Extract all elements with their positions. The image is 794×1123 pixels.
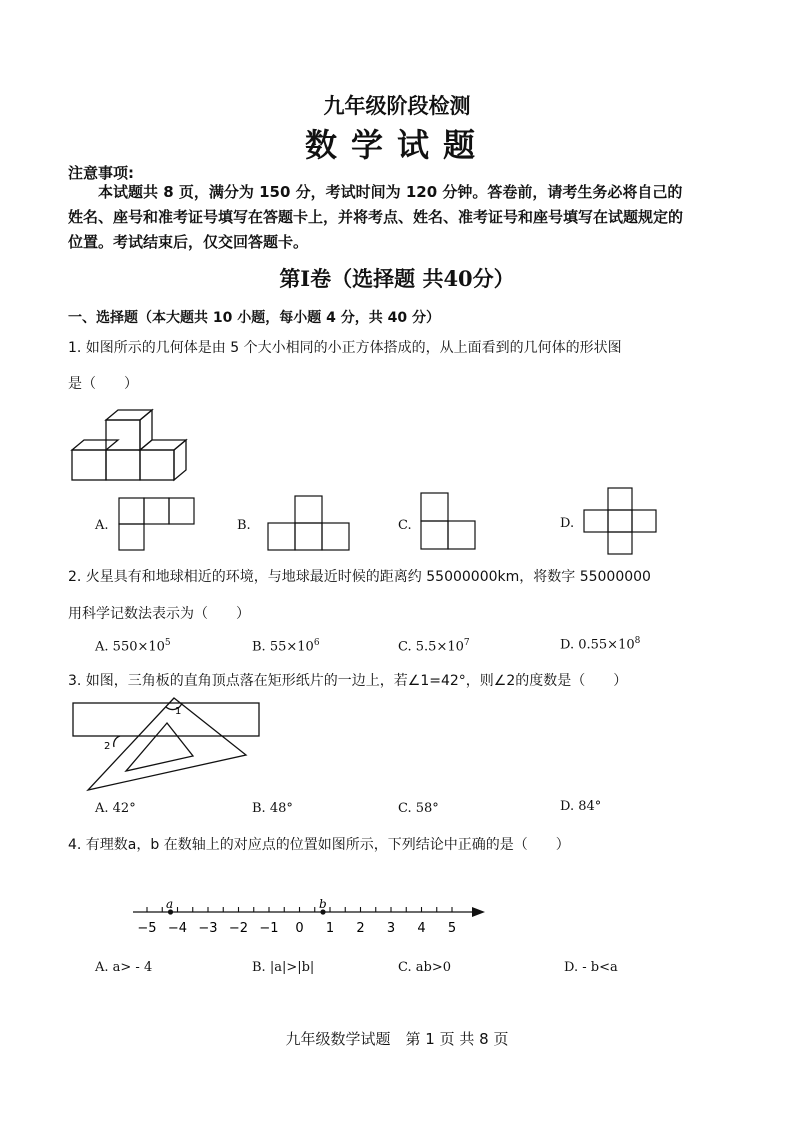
q2-option-b-base: 55×10 [269,639,314,655]
q2-option-c-exp: 7 [463,638,470,648]
number-line-tick-label: −5 [137,921,157,936]
number-line-tick-label: 5 [447,921,457,936]
q3-option-a[interactable]: A. 42° [95,801,136,816]
q1-option-b-label[interactable]: B. [237,518,251,533]
angle2-arc [114,736,120,747]
number-line-tick-label: 3 [386,921,396,936]
q2-option-d[interactable] [560,636,640,652]
q2-option-d-exp: 8 [634,636,641,646]
section-title: 一、选择题（本大题共 10 小题，每小题 4 分，共 40 分） [68,310,440,326]
exam-title: 数学试题 [304,126,489,164]
q1-text-line2: 是（ ） [68,376,138,392]
q2-option-a-base: 550×10 [112,639,165,655]
point-a-label: a [166,897,174,911]
q2-option-a[interactable] [95,638,171,654]
q2-option-b-exp: 6 [313,638,320,648]
q1-option-a-label[interactable]: A. [95,518,109,533]
number-line-tick-label: 4 [417,921,426,936]
q2-option-c-label: C. [398,639,412,655]
number-line-tick-label: −1 [259,921,279,936]
q1-text-line1: 1. 如图所示的几何体是由 5 个大小相同的小正方体搭成的，从上面看到的几何体的形状图 [68,340,622,356]
number-line-tick-label: −4 [167,921,188,936]
q3-figure [70,695,270,795]
q2-option-b[interactable] [252,638,320,654]
exam-subtitle: 九年级阶段检测 [323,93,471,118]
q2-option-b-label: B. [252,639,266,655]
angle2-label: 2 [104,741,111,752]
q2-text-line1: 2. 火星具有和地球相近的环境，与地球最近时候的距离约 55000000km，将数字 55000000 [68,569,651,585]
q3-option-c[interactable]: C. 58° [398,801,439,816]
number-line-tick-label: 2 [356,921,365,936]
q1-option-c-figure [420,492,480,552]
q3-text-line1: 3. 如图，三角板的直角顶点落在矩形纸片的一边上，若∠1=42°，则∠2的度数是（ ） [68,673,628,689]
q2-option-d-label: D. [560,637,575,653]
q4-option-a[interactable]: A. a> - 4 [95,960,153,975]
rectangle-paper [73,703,259,736]
q1-option-a-figure [118,497,198,552]
q2-option-a-label: A. [95,639,109,655]
page-footer: 九年级数学试题 第 1 页 共 8 页 [285,1030,509,1048]
q1-option-d-label[interactable]: D. [560,516,575,531]
q2-option-a-exp: 5 [164,638,171,648]
number-line-tick-label: 0 [295,921,304,936]
number-line-tick-label: 1 [325,921,335,936]
q2-option-d-base: 0.55×10 [578,637,635,653]
q1-option-c-label[interactable]: C. [398,518,412,533]
q4-number-line [125,890,495,940]
q2-text-line2: 用科学记数法表示为（ ） [68,606,250,622]
set-square-inner [126,723,193,771]
q4-option-d[interactable]: D. - b<a [564,960,618,975]
volume-title: 第Ⅰ卷（选择题 共40分） [279,266,515,291]
set-square-outer [88,698,246,790]
q2-option-c[interactable] [398,638,470,654]
number-line-arrow [472,907,485,917]
number-line-tick-label: −2 [228,921,249,936]
q1-option-b-figure [267,495,352,551]
point-b-label: b [319,897,327,911]
notice-body: 本试题共 8 页，满分为 150 分，考试时间为 120 分钟。答卷前，请考生务必将自己的姓名、座号和准考证号填写在答题卡上，并将考点、姓名、准考证号和座号填写在试题规定的位置。考试结束后，仅交回答题卡。 [68,183,684,251]
notice-heading: 注意事项: [68,164,134,182]
q3-option-d[interactable]: D. 84° [560,799,602,814]
q4-option-b[interactable]: B. |a|>|b| [252,960,315,975]
number-line-tick-label: −3 [198,921,218,936]
q1-solid-figure [68,402,188,482]
q4-option-c[interactable]: C. ab>0 [398,960,451,975]
q4-text-line1: 4. 有理数a，b 在数轴上的对应点的位置如图所示，下列结论中正确的是（ ） [68,837,570,853]
q1-option-d-figure [583,487,663,557]
angle1-label: 1 [175,706,182,717]
q2-option-c-base: 5.5×10 [415,639,464,655]
q3-option-b[interactable]: B. 48° [252,801,293,816]
